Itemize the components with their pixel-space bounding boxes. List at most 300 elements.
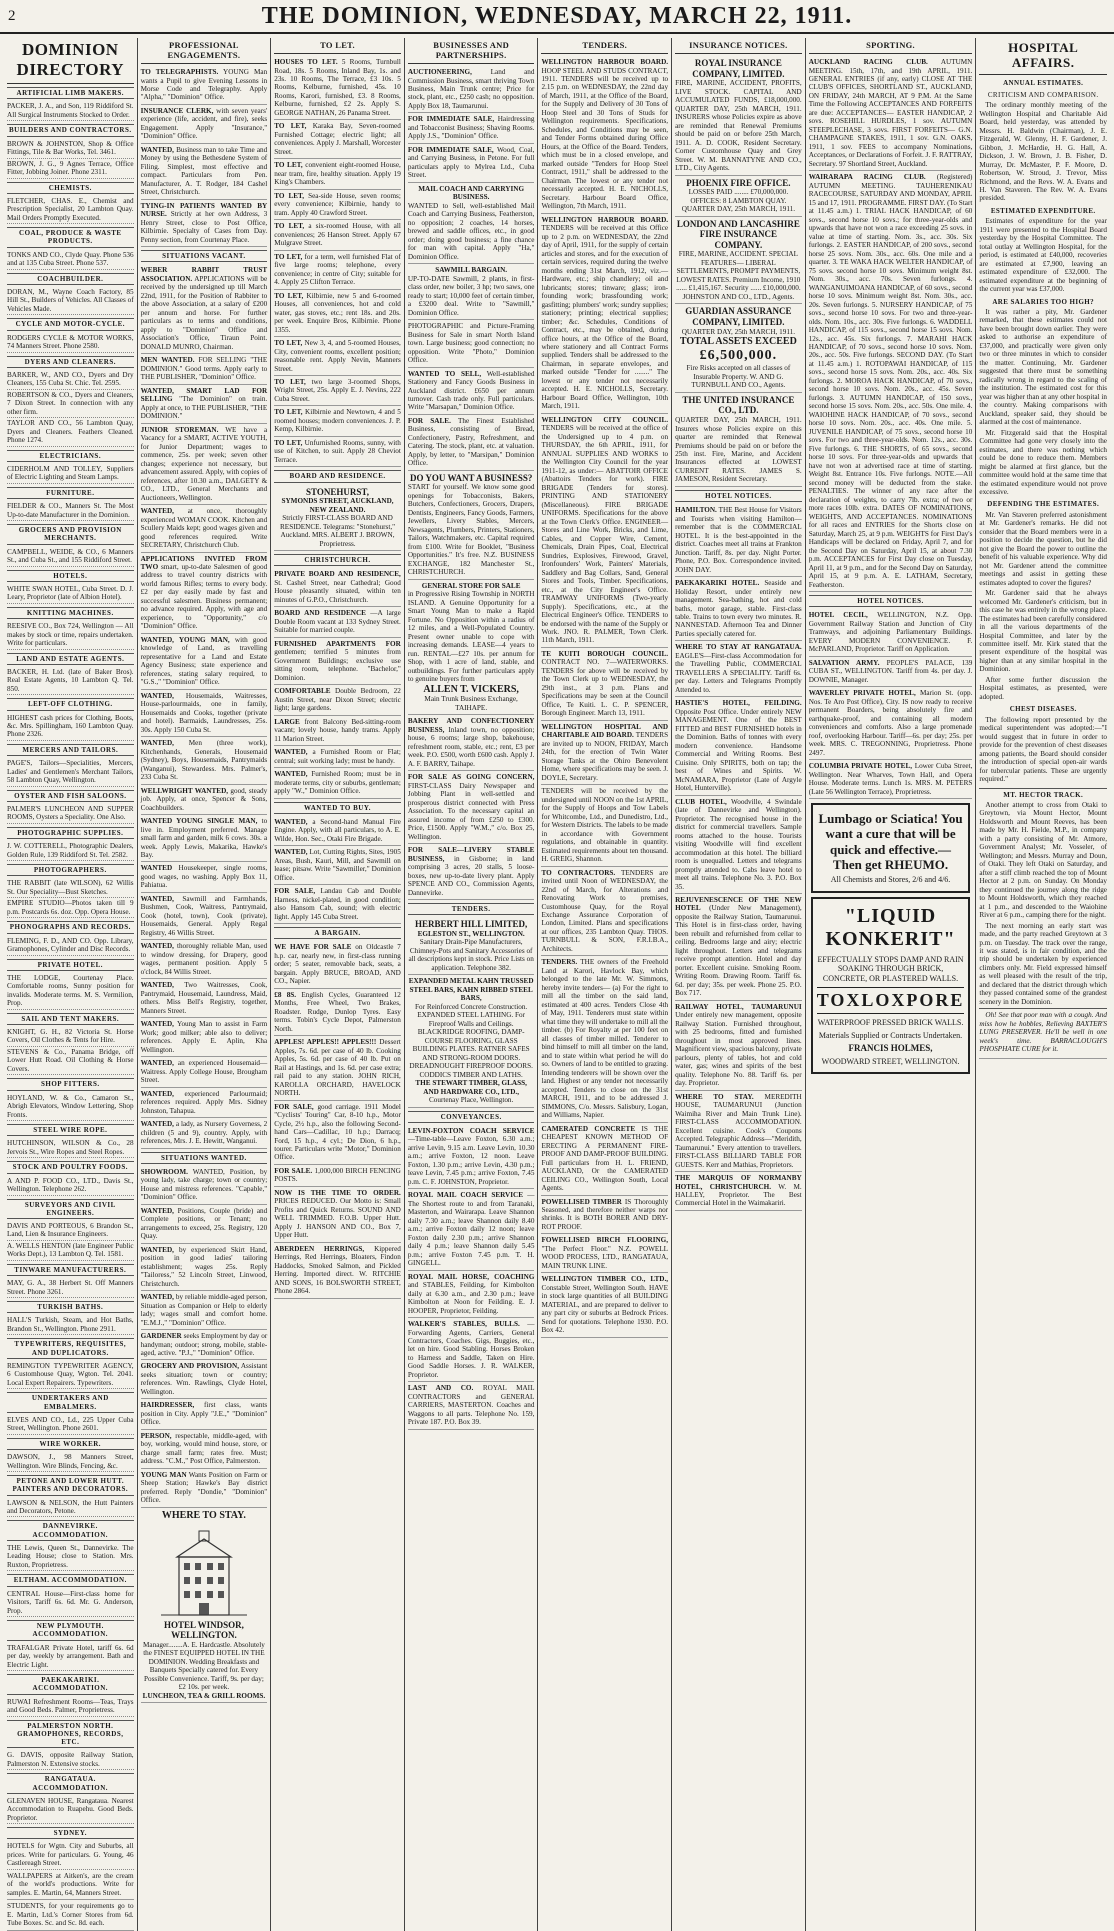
tender-ad-lead: CAMERATED CONCRETE	[541, 1124, 636, 1133]
hotel-building-icon	[159, 1527, 249, 1617]
board-ad-lead: BOARD AND RESIDENCE	[274, 609, 366, 618]
estimated-expenditure-heading: ESTIMATED EXPENDITURE.	[990, 206, 1096, 215]
hill-limited-name: HERBERT HILL LIMITED,	[414, 919, 528, 930]
mail-coach-text: WANTED to Sell, well-established Mail Coach and Carrying Business, Featherston, no opposition; 2 coaches, 14 horses, brewed and saddle offices, etc., in good order; doing good business; a fine chance for man with capital. Apply "Ha," Dominion Office.	[407, 201, 535, 261]
wanted-to-buy-ad-text: Landau Cab and Double Harness, nickel-plated, in good condition; also Hansom Cab, sound; with electric light. Apply 145 Cuba Street.	[274, 887, 401, 921]
situation-wanted-ad-lead: WANTED,	[140, 1206, 174, 1215]
wanted-to-buy-ad	[274, 846, 401, 885]
directory-entry: STEVENS & Co., Panama Bridge, off Lower Hutt Road. Oil Clothing & Horse Covers.	[7, 1047, 134, 1075]
situation-vacant-ad-lead: WANTED,	[140, 507, 174, 516]
hotel-ad-text: PEOPLE'S PALACE, 139 CUBA ST., WELLINGTON. Tariff from 4s. per day. J. DOWNIE, Manager.	[808, 658, 973, 684]
article-paragraph: It was rather a pity, Mr. Gardener remarked, that these estimates could not have been brought down earlier. They were asked to authorise an expenditure of £37,000, and practically were given only two or three minutes in which to consider the matter. Continuing, Mr. Gardener suggested that there must be something radically wrong in regard to the scaling of the institution. The estimated cost for this year was higher than at any other hospital in the country. Making comparisons with Auckland, speaker said, they should be alarmed at the cost of maintenance.	[979, 307, 1107, 427]
to-let-ad	[274, 220, 401, 250]
situation-vacant-ad-lead: WANTED,	[140, 739, 174, 748]
tender-ad	[541, 1234, 668, 1273]
hospital-paragraphs-4	[979, 511, 1107, 702]
toxloxpore-description: WATERPROOF PRESSED BRICK WALLS.	[817, 1018, 964, 1028]
to-let-heading: TO LET.	[274, 38, 401, 54]
columns	[4, 38, 1110, 1928]
racing-ad	[809, 56, 973, 171]
situation-vacant-ad	[141, 1057, 268, 1087]
situation-vacant-ad-lead: WANTED,	[140, 942, 174, 951]
situation-vacant-ad	[141, 385, 268, 424]
directory-category: WIRE WORKER.	[7, 1438, 134, 1450]
directory-category: RANGATAUA. ACCOMMODATION.	[7, 1773, 134, 1794]
conveyance-ad-text: —Time-table—Leave Foxton, 6.30 a.m.; arrive Levin, 9.15 a.m. Leave Levin, 10.30 a.m.; arrive Foxton, 12 noon. Leave Foxton, 1.30 p.m.; arrive Levin, 4.30 p.m.; leave Levin, 7.45 p.m.; arrive Foxton, 7.45 p.m. C. F. JOHNSTON, Proprietor.	[407, 1135, 535, 1186]
tender-ad	[541, 648, 668, 721]
conveyance-ad-lead: LEVIN-FOXTON COACH SERVICE	[407, 1126, 535, 1135]
hotel-ad-text: Seaside and Holiday Resort, under entirely new management. Sea-bathing, hot and cold baths, motor garage, stable. First-class table. Trains to town every two minutes. R. NANNESTAD. Afternoon Tea and Dinner Parties specially catered for.	[675, 579, 802, 638]
christchurch-heading: CHRISTCHURCH.	[274, 554, 401, 566]
directory-entry: A AND P. FOOD CO., LTD., Davis St., Wellington. Telephone 262.	[7, 1176, 134, 1196]
hotel-ad-text: W. M. HALLEY, Proprietor. The Best Commercial Hotel in the Waimakariri.	[675, 1182, 802, 1208]
for-sale-ad-text: Dessert Apples, 7s. 6d. per case of 40 lb. Cooking Apples, 5s. 6d. per case of 40 lb. Put on Rail at Hastings, and 1s. 6d. per case extra; rail paid to any station. JOHN RICH, KAROLLA ORCHARD, HAVELOCK NORTH.	[274, 1038, 401, 1098]
directory-category: BUILDERS AND CONTRACTORS.	[7, 124, 134, 136]
situation-vacant-ad-lead: WANTED	[140, 864, 173, 873]
directory-entry: DORAN, M., Wayne Coach Factory, 85 Hill St., Builders of Vehicles. All Classes of Vehicles Made.	[7, 287, 134, 315]
tenders-heading: TENDERS.	[541, 38, 668, 54]
situations-wanted-ads	[141, 1166, 268, 1508]
business-ad	[408, 368, 535, 415]
hotel-windsor-text: Manager........A. E. Hardcastle. Absolutely the FINEST EQUIPPED HOTEL IN THE DOMINION. Wedding Breakfasts and Banquets Specially catered for. Every Possible Convenience. Tariff, 9s. per day; £2 10s. per week.	[143, 1640, 265, 1692]
situation-wanted-ad	[141, 1244, 268, 1291]
tender-ad	[541, 956, 668, 1122]
board-ad	[274, 716, 401, 746]
situation-wanted-ad	[141, 1291, 268, 1330]
wanted-to-buy-ad-lead: FOR SALE,	[274, 887, 316, 896]
situation-wanted-ad-text: respectable, middle-aged, with boy, working, would mind house, store, or charge small farm; rates free. Must; address. "C.M.," Post Office, Palmerston.	[140, 1431, 268, 1466]
directory-category: COAL, PRODUCE & WASTE PRODUCTS.	[7, 227, 134, 248]
tenders-ads	[541, 56, 668, 1338]
for-sale-ad-lead: NOW IS THE TIME TO ORDER.	[274, 1188, 401, 1197]
racing-ad-text: (Registered) AUTUMN MEETING. TAUHERENIKAU RACECOURSE, SATURDAY AND MONDAY, APRIL 15 and 17, 1911. PROGRAMME. FIRST DAY. (To Start at 11.45 a.m.) 1. TRIAL HACK HANDICAP, of 60 sovs., second horse 10 sovs.; for three-year-olds and upwards that have not won a race exceeding 25 sovs. in value at time of starting. Nom. 3s., acc. 30s. Six furlongs. 2. EASTER HANDICAP, of 200 sovs., second horse 25 sovs. Nom. 30s., acc. 60s. One mile and a quarter. 3. TE WAKA HACK WELTER HANDICAP, of 75 sovs. second horse 10 sovs. Minimum weight 8st. Nom. 30s., acc. 70s. Seven furlongs. 4. WANGANUIMOANA HANDICAP, of 60 sovs., second horse 10 sovs. Minimum weight 8st. Nom. 30s., acc. 20s. Seven furlongs. 5. NURSERY HANDICAP, of 75 sovs., second horse 10 sovs. For two and three-year-olds. Nom. 10s., acc. 30s. Five furlongs. 6. WADDELL HANDICAP, of 115 sovs., second horse 15 sovs. Nom. 12s., acc. 45s. Six furlongs. 7. MARAHI HACK HANDICAP, of 70 sovs., second horse 10 sovs. Nom. 20s., acc. 50s. Five furlongs. SECOND DAY. (To Start at 11.45 a.m.) 1. ROTOPAWAI HANDICAP, of 115 sovs., second horse 15 sovs. Nom. 20s., acc. 40s. Six furlongs. 2. MOROA HACK HANDICAP, of 70 sovs., second horse 10 sovs. Nom. 20s., acc. 45s. Seven furlongs. 3. AUTUMN HANDICAP, of 150 sovs., second horse 15 sovs. Nom. 20s., acc. 50s. One mile. 4. WAIOHINE HACK HANDICAP, of 70 sovs., second horse 10 sovs. Nom. 20s., acc. 40s. One mile. 5. JUVENILE HANDICAP, of 75 sovs., second horse 10 sovs. For two and three-year-olds. Nom. 12s., acc. 30s. Five furlongs. 6. THE SHORTS, of 65 sovs., second horse 10 sovs. For three-year-olds and upwards that have not won at advertised race at time of starting. Weight 8st. Entrance 10s. Five furlongs. NOTE.—All second money will be deducted from the stake. PENALTIES. The winner of any race after the declaration of weights, to carry 7lb. extra; of two or more races 10lb. extra. DATES OF NOMINATIONS, WEIGHTS, AND ACCEPTANCES. NOMINATIONS for all races and ENTRIES for the Shorts close on Saturday, March 25, at 9 p.m. WEIGHTS for First Day's Handicaps will be declared on Friday, April 7, and for the Second Day on Saturday, April 15, at about 7.30 p.m. ACCEPTANCES for First Day close on Tuesday, April 11, at 9 p.m., and for the Second Day on Saturday, April 15, at 9 p.m. A. E. LATHAM, Secretary, Featherston.	[808, 173, 973, 589]
directory-entry: BROWN, J. G., 9 Agnes Terrace, Office Fitter, Jobbing Joiner. Phone 2311.	[7, 159, 134, 179]
tenders-heading-col4: TENDERS.	[408, 903, 535, 915]
sawmill-text: UP-TO-DATE Sawmill, 2 plants, in first-class order, new boiler, 3 hp; two saws, one ready to start; 10,000 feet of certain timber, a £3200 deal. Write to "Sawmill," Dominion Office.	[407, 274, 535, 317]
wanted-to-buy-ad-text: Lot, Cutting Rights, Sites, 1905 Areas, Bush, Kauri, Mill, and Sawmill on lease; pitsaw. Write "Sawmiller," Dominion Office.	[274, 848, 401, 882]
to-let-ad-text: Karaka Bay, Seven-roomed Furnished Cottage; electric light; all conveniences. Apply J. Marshall, Worcester Street.	[274, 122, 401, 156]
directory-entry: DAVIS AND PORTEOUS, 6 Brandon St., Land, Lien & Insurance Engineers.	[7, 1221, 134, 1241]
hotel-ad-lead: HASTIE'S HOTEL, FEILDING.	[675, 699, 802, 708]
situations-wanted-heading: SITUATIONS WANTED.	[141, 1152, 268, 1164]
professional-ad-text: Business man to take Time and Money by using the Bethesdene System of Filing. Simplest, most effective and compact. Particulars from Pen. Manufacturer, A. T. Rodger, 184 Cashel Street, Christchurch.	[140, 145, 268, 197]
directory-entry: J. W. COTTERELL, Photographic Dealers, Golden Rule, 139 Riddiford St. Tel. 2582.	[7, 841, 134, 861]
to-let-ad	[274, 190, 401, 220]
tender-ad-lead: TO CONTRACTORS.	[541, 868, 616, 877]
directory-footer-ad: WALLPAPERS at Aitken's, are the cream of the world's productions. Write for samples. E. Martin, 64, Manners Street.	[7, 1870, 134, 1900]
directory-category: SYDNEY.	[7, 1827, 134, 1839]
tender-ad-text: TENDERS will be received at this Office up to 2 p.m. on WEDNESDAY, the 22nd day of April, 1911, for the supply of certain articles and stores, and for the execution of certain services, required during the twelve months ending 31st March, 1912, viz.— Hardware, etc.; ship chandlery; oil and lubricants; stores; tinware; glass; iron-founding work; brassfounding work; gasfitting; plumbers' work; sundry supplies; stationery; printing; electrical supplies; timber; &c. Schedules, Conditions of Contract, etc., may be obtained, during office hours, at the Office of the Board, where stationery and all Contract Forms supplied. Tenders shall be addressed to the Chairman, in separate envelopes, and marked outside "Tender for ........" The lowest or any tender not necessarily accepted. H. E. NICHOLLS, Secretary. Harbour Board Office, Wellington, 10th March, 1911.	[541, 224, 669, 411]
directory-category: MERCERS AND TAILORS.	[7, 744, 134, 756]
to-let-ad-lead: TO LET,	[274, 191, 305, 200]
business-ad-lead: BAKERY AND CONFECTIONERY BUSINESS,	[407, 717, 535, 734]
tender-ad-lead: WELLINGTON HARBOUR BOARD.	[541, 58, 669, 67]
to-let-ad-lead: HOUSES TO LET.	[274, 58, 338, 67]
hotel-ad-lead: HAMILTON.	[675, 506, 717, 515]
wanted-to-buy-heading: WANTED TO BUY.	[274, 802, 401, 814]
businesses-low-ads	[408, 715, 535, 900]
for-sale-ad-text: good carriage. 1911 Model "Cyclists' Touring" Car, 8-10 h.p., Motor Cycle, 2½ h.p., also the following Second-hand Cars—Cadillac, 10 h.p.; Darracq; Ford, 15 h.p., 4 cyl.; De Dion, 6 h.p., tourer. Particulars write "Motor," Dominion Office.	[274, 1102, 401, 1162]
directory-category: ELTHAM. ACCOMMODATION.	[7, 1574, 134, 1586]
board-ads	[274, 568, 401, 798]
vickers-name: ALLEN T. VICKERS,	[423, 683, 519, 695]
professional-ad-text: with seven years' experience (life, accident, and fire), seeks Engagement. Apply "Insurance," "Dominion" Office.	[140, 106, 268, 141]
racing-ad-lead: WAIRARAPA RACING CLUB.	[808, 173, 926, 182]
hospital-affairs-heading: HOSPITAL AFFAIRS.	[979, 38, 1107, 75]
board-ad	[274, 746, 401, 768]
businesses-ads	[408, 66, 535, 183]
board-ad-text: a Furnished Room or Flat; central; suit working lady; must be handy.	[274, 748, 401, 765]
hotel-ad	[675, 577, 802, 641]
situation-vacant-ad-text: a lady, as Nursery Governess, 2 children (5 and 9), country. Apply, with references, Mrs. J. E. Hewitt, Wanganui.	[140, 1120, 268, 1146]
phoenix-ad	[675, 176, 802, 217]
situation-wanted-ad	[141, 1330, 268, 1360]
directory-entry: PALMER'S LUNCHEON AND SUPPER ROOMS, Oysters a Speciality. One Also.	[7, 804, 134, 824]
situation-vacant-ad-lead: WANTED,	[140, 1089, 174, 1098]
conveyances-ads	[408, 1125, 535, 1430]
hotel-ad-text: Lower Cuba Street, Wellington. Near Wharves, Town Hall, and Opera House. Moderate terms. Lunch 1s. MRS. M. PETERS (Late 56 Wellington Terrace), Proprietress.	[808, 762, 973, 796]
sawmill-heading: SAWMILL BARGAIN.	[435, 266, 508, 275]
hill-limited-text: Sanitary Drain-Pipe Manufacturers, Chimney-Pots and Sanitary Accessories of all descriptions kept in stock. Price Lists on application. Telephone 382.	[408, 938, 534, 972]
situation-vacant-ad	[141, 1018, 268, 1057]
to-let-ad-lead: TO LET,	[274, 291, 304, 300]
directory-entry: BACKER, H. Ltd. (late of Baker Bros). Real Estate Agents, 10 Lambton Q. Tel. 850.	[7, 667, 134, 695]
directory-category: SAIL AND TENT MAKERS.	[7, 1013, 134, 1025]
tender-ad	[541, 414, 668, 648]
for-sale-ad	[274, 1165, 401, 1187]
hotel-ad	[809, 760, 973, 799]
directory-body	[7, 87, 134, 1870]
situation-vacant-ad	[141, 737, 268, 784]
situation-vacant-ad-lead: JUNIOR STOREMAN.	[140, 425, 219, 434]
tender-ad-lead: POWELLISED TIMBER	[541, 1197, 622, 1206]
situation-wanted-ad-text: Positions, Couple (bride) and Complete positions, or Tenant; no arrangements to exceed, 25s. Registry, 120 Quay.	[140, 1206, 268, 1241]
directory-entry: FIELDER & CO., Manners St. The Most Up-to-date Manufacturer in the Dominion.	[7, 501, 134, 521]
situation-vacant-ad	[141, 634, 268, 690]
directory-entry: BROWN & JOHNSTON, Shop & Office Fittings, Tile & Bar Works, Tel. 3461.	[7, 139, 134, 159]
to-let-ad-lead: TO LET,	[274, 339, 303, 348]
situation-vacant-ad-text: FOR SELLING "THE DOMINION." Good terms. Apply early to THE PUBLISHER, "Dominion" Office.	[140, 356, 268, 382]
directory-category: ARTIFICIAL LIMB MAKERS.	[7, 87, 134, 99]
situation-wanted-ad	[141, 1430, 268, 1469]
conveyance-ad-lead: LAST AND CO.	[407, 1384, 474, 1393]
professional-ad-lead: WANTED,	[140, 145, 174, 154]
situation-vacant-ad	[141, 690, 268, 737]
mail-coach-heading: MAIL COACH AND CARRYING BUSINESS.	[418, 184, 525, 202]
hotel-notices-ads	[675, 504, 802, 1211]
general-store-ad	[408, 580, 535, 716]
for-sale-ad-text: 1,000,000 BIRCH FENCING POSTS.	[274, 1166, 401, 1184]
directory-entry: THE RABBIT (late WILSON), 62 Willis St. Our Speciality—Bust Sketches.	[7, 878, 134, 898]
situation-vacant-ad-lead: WANTED,	[140, 691, 174, 700]
toxloxpore-title: TOXLOXPORE	[817, 987, 965, 1014]
situation-vacant-ad-text: Housekeeper, single rooms, good wages, no washing. Apply Box 11, Pahiatua.	[140, 864, 268, 890]
hotel-ad-lead: HOTEL CECIL,	[808, 611, 868, 620]
board-ad	[274, 568, 401, 607]
business-ad-text: in Gisborne; in land comprising 3 acres, 20 stalls, 5 loose-boxes, new up-to-date livery plant. Apply SPENCE AND CO., Commission Agents, Dannevirke.	[407, 854, 535, 897]
to-let-ad-text: convenient eight-roomed House, near tram, fire, healthy situation. Apply 19 King's Chambers.	[274, 161, 401, 187]
hotel-ad-text: Under entirely new management, opposite Railway Station. Furnished throughout, with 25 bedrooms, fitted and furnished throughout in most approved lines. Magnificent view, spacious balcony, private parlours, plenty of tables, hot and cold water, gas; wines and spirits of the best quality. Telephone No. 88. Tariff 6s. per day. Proprietor.	[675, 1011, 802, 1088]
london-lancashire-name: LONDON AND LANCASHIRE FIRE INSURANCE COMPANY.	[676, 218, 800, 250]
situation-wanted-ad	[141, 1469, 268, 1508]
professional-heading: PROFESSIONAL ENGAGEMENTS.	[141, 38, 268, 64]
united-insurance-name: THE UNITED INSURANCE CO., LTD.	[682, 394, 795, 416]
situation-vacant-ad	[141, 505, 268, 552]
tender-ad-text: TENDERS will be received at the office of the Undersigned up to 4 p.m. on THURSDAY, the 6th APRIL, 1911, for ANNUAL SUPPLIES AND WORKS to the Wellington City Council for the year 1911-12, as under:— ABATTOIR OFFICE (Abattoirs Tenders for work). FIRE BRIGADE (Tenders for stores). PRINTING AND STATIONERY (Miscellaneous). FIRE BRIGADE UNIFORMS. Specifications for the above at the Town Clerk's Office. ENGINEER—Stores and Line Work, Bricks, and Lime, Cables, and Copper Wire, Cement, Chemicals, Drain Pipes, Coal, Electrical Sundries, Explosives, Firewood, Gravel, Ironfounders' Work, Painters' Materials, Saddlery and Bag Collars, Sand, General Stores and Tools, Timber. Specifications, etc., at the City Engineer's Office. TRAMWAY UNIFORMS (Two-yearly Supply). Specifications, etc., at the Electrical Engineer's Office. TENDERS to be endorsed with the name of the Supply or Work. JNO. R. PALMER, Town Clerk. 11th March, 1911.	[541, 424, 669, 645]
konkerit-title: "LIQUID KONKERIT"	[825, 904, 956, 951]
to-let-ad	[274, 56, 401, 120]
hotel-ad	[675, 796, 802, 894]
situation-wanted-ad-lead: WANTED,	[140, 1293, 174, 1302]
to-let-ad	[274, 376, 401, 406]
board-ad	[274, 607, 401, 637]
situation-vacant-ad-lead: APPLICATIONS INVITED FROM TWO	[140, 554, 268, 571]
hotel-ad	[675, 894, 802, 1001]
royal-insurance-text: FIRE, MARINE, ACCIDENT, PROFITS, LIVE STOCK. CAPITAL AND ACCUMULATED FUNDS, £18,000,000. QUARTER DAY, 25th MARCH, 1911. INSURERS whose Policies expire as above are reminded that Renewal Premiums should be paid on or before 25th March, 1911. A. D. COOK, Resident Secretary. Corner Customhouse Quay and Grey Street. W. M. BANNATYNE AND CO., LTD., City Agents.	[675, 79, 802, 173]
total-assets-label: TOTAL ASSETS EXCEED	[679, 336, 797, 348]
hotel-ad-text: WELLINGTON, N.Z. Opp. Government Railway Station and Junction of City Tramways, and adjoining Parliamentary Buildings. EVERY MODERN CONVENIENCE. F. McPARLAND, Proprietor. Tariff on Application.	[808, 611, 973, 654]
tender-ad-lead: WELLINGTON HOSPITAL AND CHARITABLE AID BOARD.	[541, 722, 669, 740]
directory-category: NEW PLYMOUTH. ACCOMMODATION.	[7, 1620, 134, 1641]
directory-footer-ad: STUDENTS, for your requirements go to E. Martin, Ltd.'s Corner Stores from 6d. Tube Boxes. Sc. and Sc. 8d. each.	[7, 1900, 134, 1930]
directory-category: TYPEWRITERS, REQUISITES, AND DUPLICATORS.	[7, 1338, 134, 1359]
hospital-paragraphs-5	[979, 716, 1107, 784]
situation-vacant-ad-text: at once, thoroughly experienced WOMAN COOK. Kitchen and Scullery Maids kept; good wages given and good references required. Write SECRETARY, Christchurch Club.	[140, 507, 268, 550]
expanded-metal-heading: EXPANDED METAL KAHN TRUSSED STEEL BARS, KAHN RIBBED STEEL BARS,	[408, 977, 534, 1003]
directory-entry: PAGE'S, Tailors—Specialities, Mercers, Ladies' and Gentlemen's Merchant Tailors, 58 Lambton Quay, Wellington.	[7, 758, 134, 786]
article-paragraph: Another attempt to cross from Otaki to Greytown, via Mount Hector, Mount Holdsworth and Mount Reeves, has been made by Mr. H. Fielde, M.P., in company with a party consisting of Mr. Atmore, Government Analyst; Mr. Vosseler, of Wellington; and Messrs. Murray and Doun, of Otaki. They left Otaki on Saturday, and after a stiff climb reached the top of Mount Hector at 2 p.m. on Sunday. On Monday they continued the journey along the ridge to Mount Holdsworth, which they reached at 1 p.m., and descended to the Waiohine River at 6 p.m., camping there for the night.	[979, 800, 1107, 920]
photographic-ad	[408, 320, 535, 367]
guardian-text: QUARTER DAY, 25th MARCH, 1911.	[681, 327, 796, 336]
hotel-ad	[675, 1172, 802, 1211]
directory-entry: HOYLAND, W. & Co., Camaron St., Abrigh Elevators, Window Lettering, Shop Fronts.	[7, 1093, 134, 1121]
column-sporting	[806, 38, 977, 1931]
london-lancashire-ad	[675, 217, 802, 305]
situation-vacant-ad-lead: WANTED,	[140, 981, 174, 990]
situation-wanted-ad-lead: GROCERY AND PROVISION,	[140, 1362, 240, 1371]
guardian-footer: Fire Risks accepted on all classes of Insurable Property. W. AND G. TURNBULL AND CO., Agents.	[686, 364, 791, 390]
hotel-ad-lead: SALVATION ARMY.	[808, 658, 880, 667]
directory-category: PETONE AND LOWER HUTT. PAINTERS AND DECORATORS.	[7, 1475, 134, 1496]
directory-entry: CAMPBELL, WEIDE, & CO., 6 Manners St., and Cuba St., and 155 Riddiford Street.	[7, 547, 134, 567]
board-ad-text: Furnished Room; must be in moderate terms, city or suburbs, gentleman; apply "W.," Dominion Office.	[274, 770, 401, 796]
annual-estimates-heading: ANNUAL ESTIMATES.	[1003, 78, 1084, 87]
expanded-metal-text: For Reinforced Concrete Construction. EXPANDED STEEL LATHING. For Fireproof Walls and Ceilings. BLACKRIDGE ROOFING, DAMP-COURSE FLOORING, GLASS BUILDING PLATES. RATNER SAFES AND STRONG-ROOM DOORS. DREADNOUGHT FIREPROOF DOORS. CODDICS TIMBER AND LATHS.	[409, 1002, 533, 1079]
situation-wanted-ad-text: WANTED, Position, by young lady, take charge; town or country; House and mistress references. "Capable," "Dominion" Office.	[140, 1167, 268, 1202]
situation-vacant-ad-lead: WANTED,	[140, 1020, 174, 1029]
directory-category: LAND AND ESTATE AGENTS.	[7, 653, 134, 665]
situation-vacant-ad-lead: WANTED YOUNG SINGLE MAN,	[140, 817, 258, 826]
to-let-ad-text: a six-roomed House, with all conveniences; 26 Hanson Street. Apply 67 Mulgrave Street.	[274, 222, 401, 248]
phoenix-text: LOSSES PAID ........ £70,000,000. OFFICES: 8 LAMBTON QUAY. QUARTER DAY, 25th MARCH, 1911.	[681, 188, 796, 214]
hotel-ad	[675, 504, 802, 577]
chest-diseases-heading: CHEST DISEASES.	[1009, 705, 1077, 714]
for-sale-ad	[274, 1187, 401, 1243]
directory-entry: THE Lewis, Queen St., Dannevirke. The Leading House; close to Station. Mrs. Ruxton, Proprietress.	[7, 1543, 134, 1571]
business-ad	[408, 415, 535, 471]
business-ad-text: The Finest Established Business, consisting of Bread, Confectionery, Pastry, Refreshment, and Catering. The stock, plant, etc. at valuation. Apply, by letter, to "Marsipan," Dominion Office.	[407, 416, 535, 468]
directory-entry: KNIGHT, G. H., 82 Victoria St. Horse Covers, Oil Clothes & Tents for Hire.	[7, 1027, 134, 1047]
baxter-ad-text: Oh! See that poor man with a cough. And miss how he hobbles, Relieving BAXTER'S LUNG PRESERVER. He'll be well in one week's time. BARRACLOUGH'S PHOSPHATE CURE for it.	[979, 1011, 1107, 1054]
sawmill-ad	[408, 264, 535, 320]
to-let-ad	[274, 437, 401, 467]
business-exchange-heading: DO YOU WANT A BUSINESS?	[409, 472, 533, 483]
column-businesses	[405, 38, 539, 1931]
business-exchange-text: START for yourself. We know some good openings for Tobacconists, Bakers, Butchers, Confectioners, Grocers, Drapers, Dentists, Engineers, Fancy Goods, Farmers, Jewellers, Livery Stables, Mercers, Newsagents, Plumbers, Printers, Stationers, Tailors, Watchmakers, etc. Capital required from £100. Write for Booklet, "Business Opportunities." It's free. N.Z. BUSINESS EXCHANGE, 182 Manchester St., CHRISTCHURCH.	[407, 483, 535, 577]
business-ad-text: Land and Commission Business, smart thriving Town Business, Main Trunk centre; Price for stock, plant, etc., £250 cash; no opposition. Apply Box 18, Taumarunui.	[407, 68, 535, 110]
hotel-ad	[675, 641, 802, 697]
directory-footer	[7, 1870, 134, 1931]
tender-ad-text: CONTRACT NO. 7—WATERWORKS. TENDERS for above will be received by the Town Clerk up to WEDNESDAY, the 29th inst., at 3 p.m. Plans and Specifications may be seen at the Council Office, Te Kuiti. L. C. P. SPENCER, Borough Engineer. March 13, 1911.	[541, 658, 669, 718]
directory-category: COACHBUILDER.	[7, 273, 134, 285]
directory-entry: TONKS AND CO., Clyde Quay. Phone 536 and at 135 Cuba Street. Phone 537.	[7, 250, 134, 270]
situation-vacant-ad-lead: WANTED,	[140, 1120, 174, 1129]
conveyance-ad	[408, 1382, 535, 1429]
professional-ad-text: Strictly at her own Address, 3 Henry Street, close to Post Office, Kilbirnie. Specialty of Cases from Day. Penny section, from Courtenay Place.	[140, 210, 268, 244]
situation-vacant-ad-text: to live in. Employment preferred. Manage small farm and garden, milk 6 cows. 30s. a week. Apply Lewis, Makarika, Hawke's Bay.	[140, 817, 268, 859]
to-let-ad	[274, 406, 401, 436]
general-store-heading: GENERAL STORE FOR SALE	[421, 581, 521, 590]
konkerit-description: EFFECTUALLY STOPS DAMP AND RAIN SOAKING THROUGH BRICK, CONCRETE, OR PLASTERED WALLS.	[817, 954, 964, 983]
conveyance-ad-lead: ROYAL MAIL COACH SERVICE	[407, 1191, 524, 1200]
directory-entry: TAYLOR AND CO., 56 Lambton Quay, Dyers and Cleaners. Feathers Cleaned. Phone 1274.	[7, 418, 134, 446]
board-ad-lead: WANTED,	[274, 770, 308, 779]
hotel-windsor-city: WELLINGTON.	[171, 1630, 237, 1641]
situation-vacant-ad-text: "The Dominion" on train. Apply at once, to THE PUBLISHER, "THE DOMINION."	[140, 395, 268, 421]
directory-entry: G. DAVIS, opposite Railway Station, Palmerston N. Extensive stocks.	[7, 1750, 134, 1770]
situation-vacant-ad	[141, 862, 268, 892]
for-sale-ad-lead: ABERDEEN HERRINGS,	[274, 1244, 365, 1253]
hotel-ad-text: EAGLE'S—First-class Accommodation for the Travelling Public, COMMERCIAL TRAVELLERS A SPECIALITY. Tariff 6s. per day. Letters and Telegrams Promptly Attended to.	[675, 651, 802, 694]
hotel-ad-lead: PAEKAKARIKI HOTEL.	[675, 579, 760, 588]
business-ad-text: Hairdressing and Tobacconist Business; Shaving Rooms. Apply J.S., "Dominion" Office.	[407, 115, 535, 141]
conveyance-ad-lead: WALKER'S STABLES, BULLS.	[407, 1320, 520, 1329]
wanted-to-buy-ad	[274, 885, 401, 924]
article-paragraph: Mr. Gardener said that he always welcomed Mr. Gardener's criticism, but in this case he was entirely in the wrong place. The estimates had been carefully considered in all the various departments of the Hospital Committee, and later by the committee itself. Mr. Kirk stated that the present expenditure of the hospital was higher than at any similar hospital in the Dominion.	[979, 589, 1107, 674]
racing-ad-lead: AUCKLAND RACING CLUB.	[808, 58, 928, 67]
directory-entry: HALL'S Turkish, Steam, and Hot Baths, Brandon St., Wellington. Phone 2911.	[7, 1315, 134, 1335]
board-heading: BOARD AND RESIDENCE.	[274, 470, 401, 482]
tender-ad-text: THE owners of the Freehold Land at Karori, Havlock Bay, which belonged to the late Mr. W. Simmons, hereby invite tenders— (a) For the right to mill all the timber on the said land, estimated at 400 acres. Tenders Close 4th of May, 1911. Tenderers must state within what time they will undertake to mill all the timber. (b) For Royalty at per 100 feet on all classes of timber milled. Tenderer to bind himself to mill all timber on the land, and to state within what period he will do so. Owners of land to be entitled to grazing. Intending tenderers will be shown over the land. Highest or any tender not necessarily accepted. Tenders to close on the 31st MARCH, 1911, and to be addressed J. SIMMONS, C/o. Messrs. Salisbury, Logan, and Williams, Napier.	[541, 958, 669, 1120]
professional-ad	[141, 105, 268, 144]
wanted-to-buy-ad-text: a Second-hand Manual Fire Engine. Apply, with all particulars, to A. E. Wilde, Hon. Sec., Otaki Fire Brigade.	[274, 817, 401, 843]
situation-vacant-ad	[141, 979, 268, 1018]
directory-entry: CIDERHOLM AND TOLLEY, Suppliers of Electric Lighting and Steam Lamps.	[7, 464, 134, 484]
directory-entry: DAWSON, J., 98 Manners Street, Wellington. Wire Blinds, Fencing, &c.	[7, 1452, 134, 1472]
to-let-ad-text: Sea-side House, seven rooms; every convenience; Kilbirnie, handy to tram. Apply 40 Crawford Street.	[274, 191, 401, 217]
directory-entry: REESIVE CO., Box 724, Wellington — All makes by stock or time, repairs undertaken. Write for particulars.	[7, 621, 134, 649]
for-sale-ad	[274, 989, 401, 1036]
for-sale-ad-lead: £8 8S.	[274, 990, 297, 999]
to-let-ad-text: two large 3-roomed Shops, Wright Street, 25s. Apply E. J. Nevins, 222 Cuba Street.	[274, 378, 401, 403]
hotel-ad	[809, 657, 973, 687]
baxter-ad	[979, 1008, 1107, 1058]
situation-wanted-ad	[141, 1399, 268, 1429]
to-let-ad-text: Unfurnished Rooms, sunny, with use of Kitchen, to suit. Apply 28 Cheviot Terrace.	[274, 438, 401, 464]
tender-ad-text: IS Thoroughly Seasoned, and therefore neither warps nor shrinks. It is BOTH BORER AND DRY-ROT PROOF.	[541, 1197, 669, 1231]
hotel-ad-text: THE Best House for Visitors and Tourists when visiting Hamilton—remember that is the COMMERCIAL HOTEL. It is the best-appointed in the district. Coaches meet all trains at Frankton Junction. Tariff, 8s. per day. Night Porter. Phone, P.O. Box. Correspondence invited. JOHN DAY.	[675, 506, 802, 574]
total-assets-value: £6,500,000.	[699, 347, 778, 363]
situation-vacant-ad-text: with good knowledge of Land, as travelling representative for a Land and Estate Agency Business; state experience and references, stating salary required, to "G.S.," "Dominion" Office.	[140, 635, 268, 687]
sporting-ads	[809, 56, 973, 592]
directory-entry: CENTRAL House—First-class home for Visitors, Tariff 6s. 6d. Mr. G. Anderson, Prop.	[7, 1589, 134, 1617]
directory-category: TINWARE MANUFACTURERS.	[7, 1264, 134, 1276]
directory-category: STOCK AND POULTRY FOODS.	[7, 1161, 134, 1173]
tender-ad-lead: TENDERS.	[541, 958, 578, 967]
situation-vacant-ad-lead: WANTED, YOUNG MAN,	[140, 635, 230, 644]
wanted-to-buy-ad	[274, 816, 401, 846]
hotel-ad-lead: RAILWAY HOTEL, TAUMARUNUI	[675, 1002, 802, 1011]
directory-category: KNITTING MACHINES.	[7, 607, 134, 619]
salaries-heading: ARE SALARIES TOO HIGH?	[992, 297, 1095, 306]
directory-category: PHONOGRAPHS AND RECORDS.	[7, 921, 134, 933]
directory-category: PRIVATE HOTEL.	[7, 959, 134, 971]
racing-ad-text: AUTUMN MEETING. 15th, 17th, and 19th APRIL, 1911. GENERAL ENTRIES (if any, early) CLOSE AT THE CLUB'S OFFICES, SHORTLAND ST., AUCKLAND, ON FRIDAY, 24th MARCH, AT 9 P.M. At the Same Time the Following ACCEPTANCES AND FORFEITS are due: ACCEPTANCES— EASTER HANDICAP, 2 sovs. ROSEHILL HURDLES, 1 sov. AUTUMN STEEPLECHASE, 3 sovs. FIRST FORFEITS— G.N. CHAMPAGNE STAKES, 1911, 1 sov. G.N. OAKS, 1911, 1 sov. FEES to accompany Nominations, Acceptances, or Declarations of Forfeit. J. F. RATTRAY, Secretary. 97 Shortland Street, Auckland.	[808, 58, 973, 168]
hill-limited-ad	[408, 917, 535, 975]
directory-category: DANNEVIRKE. ACCOMMODATION.	[7, 1520, 134, 1541]
situation-wanted-ad-lead: SHOWROOM.	[140, 1167, 188, 1176]
hotel-ad-lead: WHERE TO STAY AT RANGATAUA.	[675, 643, 802, 652]
wanted-to-buy-ads	[274, 816, 401, 924]
situation-vacant-ad	[141, 264, 268, 354]
hill-limited-address: EGLESTON ST., WELLINGTON.	[417, 929, 525, 938]
stonehurst-name: STONEHURST,	[306, 486, 369, 497]
situation-vacant-ad-lead: WANTED, SMART LAD FOR SELLING	[140, 386, 268, 404]
directory-entry: THE LODGE, Courtenay Place. Comfortable rooms, Sunny position for invalids. Moderate terms. M. S. Vermilion, Prop.	[7, 973, 134, 1010]
situation-vacant-ad-text: thoroughly reliable Man, used to window dressing, for Drapery, good wages, permanent position. Apply 5 o'clock, 84 Willis Street.	[140, 942, 268, 976]
board-ad-text: St. Cashel Street, near Cathedral; Good House pleasantly situated, within ten minutes of G.P.O., Christchurch.	[274, 578, 401, 604]
tender-ad-lead: FOWELLISED BIRCH FLOORING,	[541, 1236, 669, 1245]
directory-entry: GLENAVEN HOUSE, Rangataua. Nearest Accommodation to Ruapehu. Good Beds. Proprietor.	[7, 1796, 134, 1824]
masthead	[0, 0, 1114, 34]
to-let-ad-lead: TO LET,	[274, 408, 303, 417]
hotel-ad-lead: WAVERLEY PRIVATE HOTEL,	[808, 689, 916, 698]
general-store-text: in Progressive Rising Township in NORTH ISLAND. A Genuine Opportunity for a Smart Young Man to make a Rapid Fortune. No Opposition within a radius of 12 miles, and a Well-Populated Country. Present owner unable to cope with increasing demands. LEASE—4 years to run. RENTAL—£27 10s. per annum for Shop, with 1 acre of land, stable, and outbuildings. For further particulars apply to genuine buyers from	[407, 590, 535, 684]
directory-entry: PACKER, J. A., and Son, 119 Riddiford St. All Surgical Instruments Stocked to Order.	[7, 101, 134, 121]
directory-heading: DOMINION DIRECTORY	[7, 38, 134, 84]
situation-wanted-ad-text: Assistant seeks situation; town or country; references. Wm. Rawlings, Clyde Hotel, Wellington.	[140, 1362, 268, 1396]
hotel-ad	[809, 687, 973, 760]
tender-ad	[541, 1273, 668, 1337]
business-ad-lead: WANTED TO SELL,	[407, 369, 482, 378]
hotel-ad-text: MEREDITH HOUSE, TAUMARUNUI (Junction Waimiha River and Main Trunk Line). FIRST-CLASS ACCOMMODATION. Excellent cuisine. Cook's Coupons Accepted. Telegraphic Address—"Meridith, Taumarunui." Every attention to travellers. FIRST-CLASS BILLIARD TABLE FOR GUESTS. Kerr and Mathias, Proprietors.	[675, 1092, 802, 1169]
hotel-ad-lead: CLUB HOTEL,	[675, 797, 727, 806]
tender-ad	[541, 721, 668, 785]
directory-category: TURKISH BATHS.	[7, 1301, 134, 1313]
situation-vacant-ad-text: Housemaids, Waitresses, House-parlourmaids, one in family, Housemaids and Cooks, together (private and hotel). Barmaids, Laundresses, 25s. 30s. Apply 150 Cuba St.	[140, 691, 268, 734]
tender-ad-lead: WELLINGTON TIMBER CO., LTD.,	[541, 1275, 669, 1284]
professional-ad-lead: TYING-IN PATIENTS WANTED BY NURSE.	[140, 201, 268, 219]
hotel-windsor-ad	[141, 1508, 268, 1703]
tender-ad	[541, 1196, 668, 1235]
column-professional	[138, 38, 272, 1931]
tender-ad-lead: WELLINGTON CITY COUNCIL.	[541, 415, 669, 424]
to-let-ad	[274, 337, 401, 376]
to-let-ad-text: for a term, well furnished Flat of five large rooms; telephone, every convenience; in centre of City; suitable for 4. Apply 25 Clifton Terrace.	[274, 252, 401, 287]
london-lancashire-text: FIRE, MARINE, ACCIDENT. SPECIAL FEATURES— LIBERAL SETTLEMENTS, PROMPT PAYMENTS, LOWEST RATES. Premium Income, 1910 ...... £1,415,167. Security ...... £10,000,000. JOHNSTON AND CO., LTD., Agents.	[676, 250, 801, 301]
article-paragraph: The next morning an early start was made, and the party reached Greytown at 3 p.m. on Tuesday. The track over the range, it was stated, is in fair condition, and the trip should be undertaken by experienced climbers only. Mr. Field expressed himself as well pleased with the result of the trip, and declared that the district through which they passed contained some of the grandest scenery in the Dominion.	[979, 921, 1107, 1006]
situation-vacant-ad-text: good, steady job. Apply, at once, Spencer & Sons, Coachbuilders.	[140, 786, 268, 812]
newspaper-title: THE DOMINION, WEDNESDAY, MARCH 22, 1911.	[261, 2, 853, 29]
directory-category: STEEL WIRE ROPE.	[7, 1124, 134, 1136]
stonehurst-ad	[274, 485, 401, 552]
situation-vacant-ad	[141, 785, 268, 815]
business-exchange-ad	[408, 471, 535, 580]
hotel-notices-ads-2	[809, 609, 973, 799]
business-ad-text: Inland town, no opposition; house, 6 rooms; large shop, bakehouse, refreshment room, stable, etc.; rent, £3 per week. P.O. £500, worth £600 cash. Apply J. A. F. BARRY, Taihape.	[407, 725, 535, 768]
board-ad	[274, 638, 401, 685]
directory-category: PHOTOGRAPHERS.	[7, 864, 134, 876]
